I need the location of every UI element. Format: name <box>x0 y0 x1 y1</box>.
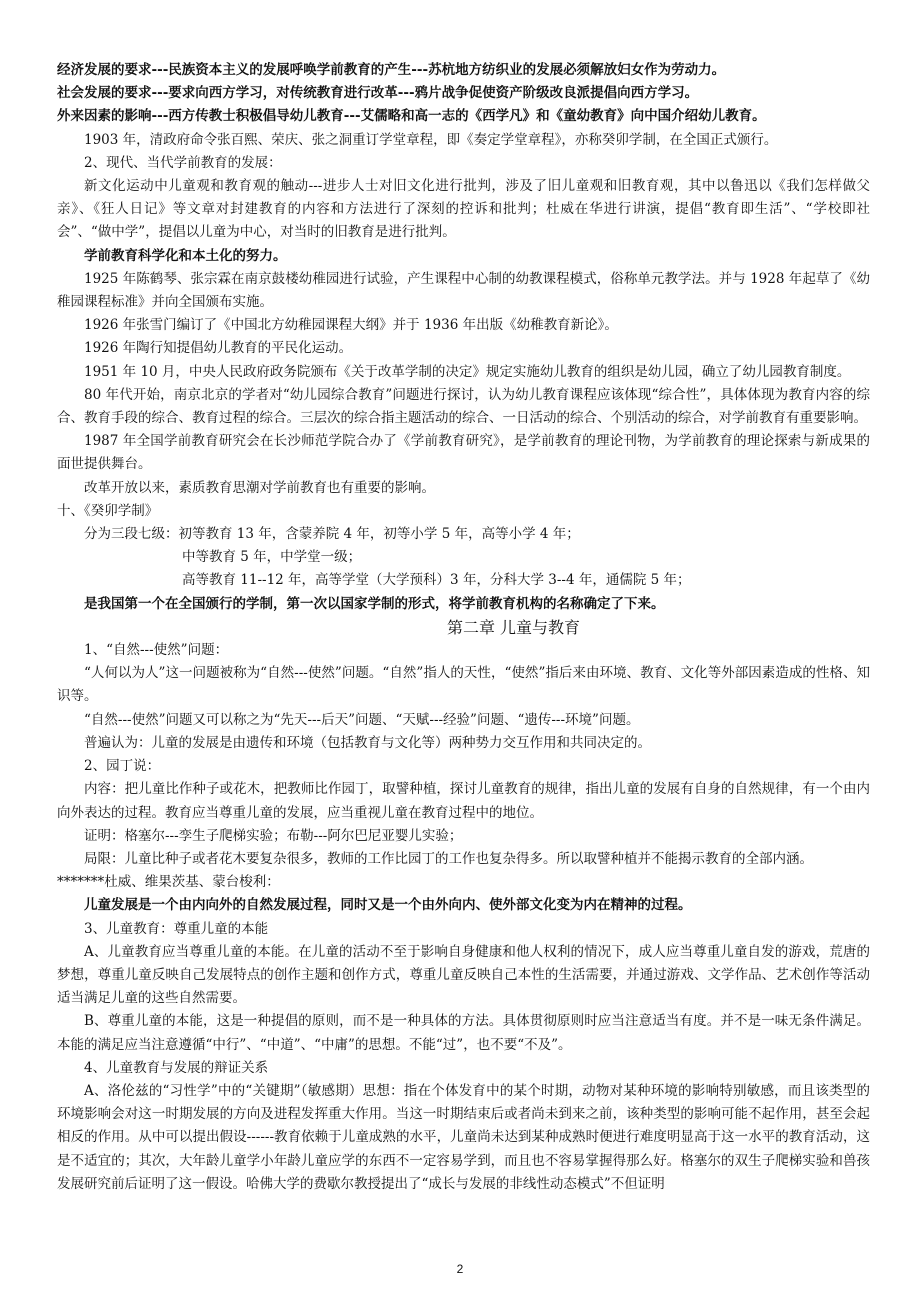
paragraph: 是我国第一个在全国颁行的学制，第一次以国家学制的形式，将学前教育机构的名称确定了下来。 <box>84 595 665 612</box>
paragraph: 4、儿童教育与发展的辩证关系 <box>84 1059 269 1076</box>
paragraph: 3、儿童教育：尊重儿童的本能 <box>84 920 269 937</box>
paragraph: 证明：格塞尔---孪生子爬梯实验；布勒---阿尔巴尼亚婴儿实验； <box>84 827 463 844</box>
paragraph: 儿童发展是一个由内向外的自然发展过程，同时又是一个由外向内、使外部文化变为内在精神的过程。 <box>84 897 692 914</box>
paragraph: *******杜威、维果茨基、蒙台梭利： <box>57 874 280 891</box>
paragraph: 2、现代、当代学前教育的发展： <box>84 154 282 171</box>
paragraph: 普遍认为：儿童的发展是由遗传和环境（包括教育与文化等）两种势力交互作用和共同决定的。 <box>84 734 651 751</box>
paragraph: 1926 年张雪门编订了《中国北方幼稚园课程大纲》并于 1936 年出版《幼稚教育新论》。 <box>84 317 618 334</box>
paragraph: “人何以为人”这一问题被称为“自然---使然”问题。“自然”指人的天性，“使然”指后来由环境、教育、文化等外部因素造成的性格、知识等。 <box>57 665 870 705</box>
paragraph: 1987 年全国学前教育研究会在长沙师范学院合办了《学前教育研究》，是学前教育的理论刊物，为学前教育的理论探索与新成果的面世提供舞台。 <box>57 433 870 473</box>
paragraph: 分为三段七级：初等教育 13 年，含蒙养院 4 年，初等小学 5 年，高等小学 4 年； <box>84 526 580 543</box>
paragraph: 经济发展的要求---民族资本主义的发展呼唤学前教育的产生---苏杭地方纺织业的发展必须解放妇女作为劳动力。 <box>57 62 726 78</box>
paragraph: 80 年代开始，南京北京的学者对“幼儿园综合教育”问题进行探讨，认为幼儿教育课程应该体现“综合性”，具体体现为教育内容的综合、教育手段的综合、教育过程的综合。三层次的综合指主题活动的综合、一日活动的综合、个别活动的综合，对学前教育有重要影响。 <box>57 386 870 427</box>
paragraph: 社会发展的要求---要求向西方学习，对传统教育进行改革---鸦片战争促使资产阶级改良派提倡向西方学习。 <box>57 85 699 102</box>
paragraph: 2、园丁说： <box>84 758 161 775</box>
paragraph: 改革开放以来，素质教育思潮对学前教育也有重要的影响。 <box>84 479 435 496</box>
paragraph: 学前教育科学化和本土化的努力。 <box>84 247 287 264</box>
document-body <box>57 59 870 1196</box>
paragraph: 局限：儿童比种子或者花木要复杂很多，教师的工作比园丁的工作也复杂得多。所以取譬种植并不能揭示教育的全部内涵。 <box>84 850 813 867</box>
paragraph: 1925 年陈鹤琴、张宗霖在南京鼓楼幼稚园进行试验，产生课程中心制的幼教课程模式，俗称单元教学法。并与 1928 年起草了《幼稚园课程标准》并向全国颁布实施。 <box>57 270 870 311</box>
paragraph: 高等教育 11--12 年，高等学堂（大学预科）3 年，分科大学 3--4 年，通儒院 5 年； <box>182 572 691 589</box>
paragraph: 外来因素的影响---西方传教士积极倡导幼儿教育---艾儒略和高一志的《西学凡》和《童幼教育》向中国介绍幼儿教育。 <box>57 108 766 125</box>
paragraph: “自然---使然”问题又可以称之为“先天---后天”问题、“天赋---经验”问题、“遗传---环境”问题。 <box>84 711 640 728</box>
paragraph: 1951 年 10 月，中央人民政府政务院颁布《关于改革学制的决定》规定实施幼儿教育的组织是幼儿园，确立了幼儿园教育制度。 <box>84 363 851 380</box>
paragraph: A、洛伦兹的“习性学”中的“关键期”（敏感期）思想：指在个体发育中的某个时期，动物对某种环境的影响特别敏感，而且该类型的环境影响会对这一时期发展的方向及进程发挥重大作用。当这一时期结束后或者尚未到来之前，该种类型的影响可能不起作用，甚至会起相反的作用。从中可以提出假设------教育依赖于儿童成熟的水平，儿童尚未达到某种成熟时便进行难度明显高于这一水平的教育活动，这是不适宜的；其次，大年龄儿童学小年龄儿童应学的东西不一定容易学到，而且也不容易掌握得那么好。格塞尔的双生子爬梯实验和兽孩发展研究前后证明了这一假设。哈佛大学的费歇尔教授提出了“成长与发展的非线性动态模式”不但证明 <box>57 1082 870 1192</box>
paragraph: 第二章 儿童与教育 <box>446 617 581 637</box>
paragraph: 内容：把儿童比作种子或花木，把教师比作园丁，取譬种植，探讨儿童教育的规律，指出儿童的发展有自身的自然规律，有一个由内向外表达的过程。教育应当尊重儿童的发展，应当重视儿童在教育过程中的地位。 <box>57 781 870 821</box>
paragraph: 1903 年，清政府命令张百熙、荣庆、张之洞重订学堂章程，即《奏定学堂章程》，亦称癸卯学制，在全国正式颁行。 <box>84 131 778 148</box>
paragraph: 中等教育 5 年，中学堂一级； <box>182 549 362 566</box>
paragraph: 1、“自然---使然”问题： <box>84 642 229 659</box>
paragraph: 1926 年陶行知提倡幼儿教育的平民化运动。 <box>84 340 353 357</box>
paragraph: A、儿童教育应当尊重儿童的本能。在儿童的活动不至于影响自身健康和他人权利的情况下，成人应当尊重儿童自发的游戏，荒唐的梦想，尊重儿童反映自己发展特点的创作主题和创作方式，尊重儿童反映自己本性的生活需要，并通过游戏、文学作品、艺术创作等活动适当满足儿童的这些自然需要。 <box>57 943 870 1007</box>
paragraph: B、尊重儿童的本能，这是一种提倡的原则，而不是一种具体的方法。具体贯彻原则时应当注意适当有度。并不是一味无条件满足。本能的满足应当注意遵循“中行”、“中道”、“中庸”的思想。不能“过”，也不要“不及”。 <box>57 1013 870 1053</box>
paragraph: 新文化运动中儿童观和教育观的触动---进步人士对旧文化进行批判，涉及了旧儿童观和旧教育观，其中以鲁迅以《我们怎样做父亲》、《狂人日记》等文章对封建教育的内容和方法进行了深刻的控诉和批判；杜威在华进行讲演，提倡“教育即生活”、“学校即社会”、“做中学”，提倡以儿童为中心，对当时的旧教育是进行批判。 <box>57 178 870 241</box>
paragraph: 十、《癸卯学制》 <box>57 502 159 519</box>
page-number: 2 <box>456 1262 464 1276</box>
